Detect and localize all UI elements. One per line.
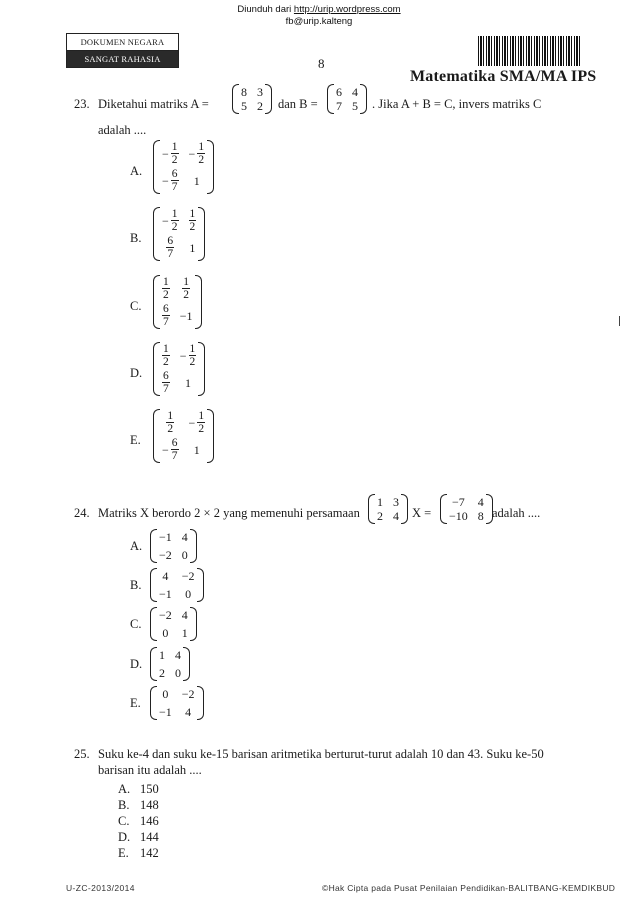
question-25-number: 25. — [74, 747, 90, 761]
numerator: 1 — [189, 208, 196, 220]
matrix-cell: 0 — [175, 666, 181, 680]
matrix-cell: 1 — [181, 626, 188, 640]
matrix-cell: 5 — [352, 99, 358, 113]
fraction — [166, 410, 174, 435]
question-25-text-2: barisan itu adalah .... — [98, 763, 202, 777]
option-matrix[interactable] — [153, 409, 214, 463]
matrix-cell: −10 — [449, 509, 468, 523]
minus-sign: − — [162, 146, 169, 161]
doc-label-negara: DOKUMEN NEGARA — [67, 34, 178, 51]
numerator: 1 — [183, 276, 190, 288]
matrix-cell: 6 — [336, 85, 342, 99]
question-24-number: 24. — [74, 506, 90, 520]
fraction — [197, 141, 205, 166]
barcode-icon — [478, 36, 582, 66]
numerator: 6 — [167, 235, 174, 247]
fraction — [162, 276, 170, 301]
answer-option[interactable] — [118, 829, 159, 845]
option-matrix[interactable] — [153, 207, 205, 261]
cell-value: 1 — [193, 173, 200, 188]
option-matrix[interactable] — [150, 568, 204, 602]
option-letter: B. — [130, 578, 142, 592]
numerator: 1 — [167, 410, 174, 422]
option-value: 150 — [140, 782, 159, 796]
denominator: 7 — [163, 383, 169, 395]
fraction — [166, 235, 174, 260]
question-25-text-1: Suku ke-4 dan suku ke-15 barisan aritmetika berturut-turut adalah 10 dan 43. Suku ke-50 — [98, 747, 544, 761]
matrix-cell — [189, 141, 206, 166]
matrix-cell — [194, 443, 200, 457]
source-prefix: Diunduh dari — [237, 4, 292, 15]
option-letter: D. — [130, 657, 143, 671]
numerator: 1 — [189, 343, 196, 355]
option-matrix[interactable] — [153, 342, 205, 396]
matrix-cell — [166, 410, 174, 435]
matrix-cell: 4 — [175, 648, 181, 662]
denominator: 2 — [163, 289, 169, 301]
numerator: 1 — [198, 141, 205, 153]
numerator: 1 — [163, 276, 169, 288]
option-letter: C. — [130, 617, 142, 631]
denominator: 2 — [171, 221, 178, 233]
matrix-cell — [162, 303, 170, 328]
denominator: 2 — [189, 221, 196, 233]
denominator: 2 — [198, 154, 205, 166]
question-23-text-2: dan B = — [278, 97, 318, 111]
matrix-cell: 4 — [162, 569, 169, 583]
numerator: 1 — [171, 141, 178, 153]
fraction — [171, 141, 179, 166]
denominator: 2 — [167, 423, 174, 435]
numerator: 6 — [163, 303, 169, 315]
source-link[interactable]: http://urip.wordpress.com — [293, 4, 401, 15]
matrix-cell: −2 — [159, 548, 172, 562]
matrix-cell: 0 — [162, 687, 169, 701]
cell-value: 1 — [189, 240, 196, 255]
scan-mark — [619, 316, 620, 326]
matrix-cell: −1 — [159, 587, 172, 601]
matrix-cell — [182, 276, 190, 301]
denominator: 2 — [171, 154, 178, 166]
matrix-cell — [189, 241, 195, 255]
subject-title: Matematika SMA/MA IPS — [410, 68, 597, 85]
matrix-cell — [162, 276, 170, 301]
fraction — [171, 208, 179, 233]
matrix-cell — [162, 208, 179, 233]
option-value: 142 — [140, 846, 159, 860]
matrix-cell: 8 — [477, 509, 484, 523]
matrix-cell: 4 — [352, 85, 358, 99]
option-letter: E. — [130, 433, 141, 447]
matrix-cell — [162, 437, 179, 462]
denominator: 7 — [171, 181, 178, 193]
matrix-cell: 0 — [162, 626, 169, 640]
option-letter: A. — [118, 782, 131, 796]
cell-value: −1 — [179, 308, 193, 323]
matrix-cell: 2 — [377, 509, 383, 523]
matrix-cell: 4 — [477, 495, 484, 509]
matrix-cell: 4 — [181, 608, 188, 622]
question-23-text-3: . Jika A + B = C, invers matriks C — [372, 97, 542, 111]
matrix-cell: 0 — [181, 548, 188, 562]
denominator: 7 — [171, 450, 178, 462]
option-matrix[interactable] — [150, 607, 197, 641]
matrix-cell — [185, 376, 191, 390]
option-value: 148 — [140, 798, 159, 812]
matrix-cell — [166, 235, 174, 260]
question-23-text-1: Diketahui matriks A = — [98, 97, 209, 111]
minus-sign: − — [188, 415, 196, 430]
matrix-result — [440, 494, 493, 524]
option-letter: A. — [130, 164, 143, 178]
matrix-cell: −7 — [452, 495, 465, 509]
answer-option[interactable] — [118, 845, 159, 861]
option-letter: B. — [130, 231, 142, 245]
matrix-cell: −1 — [159, 705, 172, 719]
minus-sign: − — [188, 146, 196, 161]
numerator: 1 — [171, 208, 178, 220]
footer-code: U-ZC-2013/2014 — [66, 883, 135, 893]
matrix-cell: 8 — [241, 85, 247, 99]
numerator: 1 — [163, 343, 169, 355]
option-matrix[interactable] — [150, 686, 204, 720]
option-matrix[interactable] — [150, 529, 197, 563]
doc-label-rahasia: SANGAT RAHASIA — [67, 51, 178, 67]
download-source — [0, 4, 638, 28]
matrix-cell: 4 — [185, 705, 192, 719]
matrix-cell: −2 — [181, 569, 195, 583]
matrix-cell: −2 — [159, 608, 172, 622]
matrix-cell: −2 — [181, 687, 195, 701]
matrix-cell: 0 — [185, 587, 192, 601]
question-24-text-2: X = — [412, 506, 432, 520]
document-classification-box — [66, 33, 179, 68]
option-letter: A. — [130, 539, 143, 553]
matrix-a — [232, 84, 272, 114]
answer-option[interactable] — [118, 797, 159, 813]
fraction — [162, 303, 170, 328]
option-letter: D. — [118, 830, 131, 844]
answer-option[interactable] — [118, 781, 159, 797]
option-letter: C. — [130, 299, 142, 313]
page-number: 8 — [318, 56, 325, 71]
option-value: 146 — [140, 814, 159, 828]
matrix-cell: 3 — [393, 495, 399, 509]
option-letter: C. — [118, 814, 130, 828]
matrix-cell: 1 — [159, 648, 165, 662]
matrix-cell: 4 — [393, 509, 399, 523]
fraction — [162, 343, 170, 368]
option-letter: D. — [130, 366, 143, 380]
numerator: 6 — [163, 370, 169, 382]
question-24-text-1: Matriks X berordo 2 × 2 yang memenuhi persamaan — [98, 506, 360, 520]
option-matrix[interactable] — [153, 275, 202, 329]
footer-copyright: ©Hak Cipta pada Pusat Penilaian Pendidikan-BALITBANG-KEMDIKBUD — [322, 883, 616, 893]
option-matrix[interactable] — [150, 647, 190, 681]
denominator: 2 — [189, 356, 196, 368]
matrix-cell: −1 — [159, 530, 172, 544]
option-letter: E. — [118, 846, 129, 860]
denominator: 7 — [167, 248, 174, 260]
answer-option[interactable] — [118, 813, 159, 829]
fraction — [197, 410, 205, 435]
matrix-cell — [162, 370, 170, 395]
matrix-cell — [162, 168, 179, 193]
minus-sign: − — [162, 442, 169, 457]
question-24-text-3: adalah .... — [492, 506, 541, 520]
fraction — [189, 208, 197, 233]
option-letter: E. — [130, 696, 141, 710]
numerator: 6 — [171, 437, 178, 449]
fraction — [171, 437, 179, 462]
option-letter: B. — [118, 798, 130, 812]
denominator: 2 — [198, 423, 205, 435]
option-matrix[interactable] — [153, 140, 214, 194]
numerator: 1 — [198, 410, 205, 422]
question-23-number: 23. — [74, 97, 90, 111]
matrix-cell — [162, 343, 170, 368]
matrix-cell — [189, 208, 197, 233]
matrix-cell: 2 — [159, 666, 165, 680]
matrix-cell — [180, 343, 197, 368]
cell-value: 1 — [193, 442, 200, 457]
matrix-cell: 1 — [377, 495, 383, 509]
matrix-coefficient — [368, 494, 408, 524]
matrix-cell — [180, 309, 193, 323]
fraction — [171, 168, 179, 193]
minus-sign: − — [162, 173, 169, 188]
denominator: 2 — [163, 356, 169, 368]
matrix-cell: 3 — [257, 85, 263, 99]
minus-sign: − — [179, 348, 187, 363]
question-23-text-4: adalah .... — [98, 123, 147, 137]
matrix-cell: 4 — [181, 530, 188, 544]
denominator: 2 — [183, 289, 190, 301]
matrix-cell — [194, 174, 200, 188]
cell-value: 1 — [185, 375, 192, 390]
matrix-cell: 5 — [241, 99, 247, 113]
numerator: 6 — [171, 168, 178, 180]
matrix-cell — [162, 141, 179, 166]
fraction — [162, 370, 170, 395]
denominator: 7 — [163, 316, 169, 328]
minus-sign: − — [162, 213, 169, 228]
source-fb: fb@urip.kalteng — [285, 16, 353, 27]
fraction — [182, 276, 190, 301]
option-value: 144 — [140, 830, 159, 844]
matrix-cell: 2 — [257, 99, 263, 113]
matrix-cell: 7 — [336, 99, 342, 113]
matrix-cell — [189, 410, 206, 435]
matrix-b — [327, 84, 367, 114]
fraction — [189, 343, 197, 368]
